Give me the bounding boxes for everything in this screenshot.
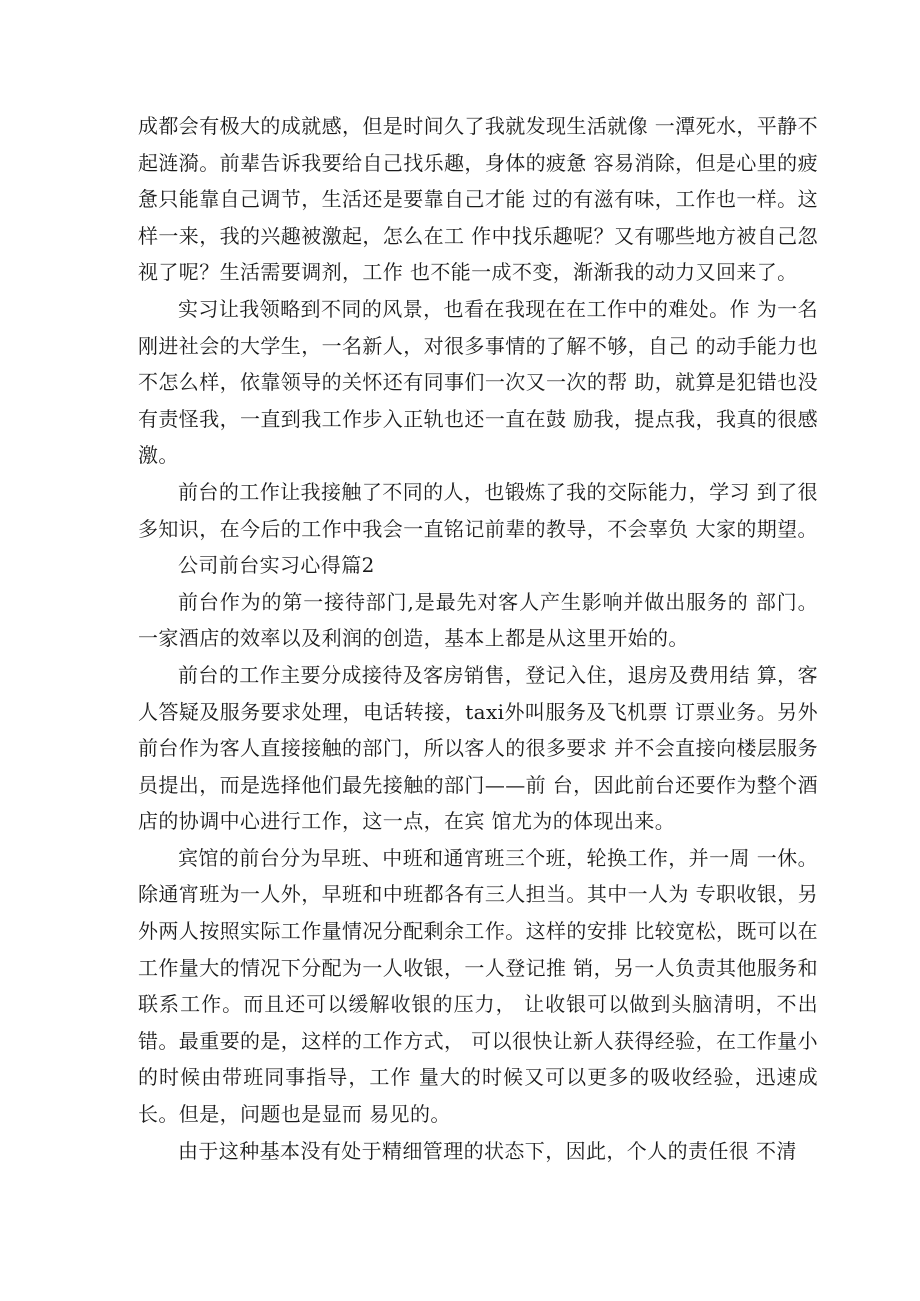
paragraph-continued: 成都会有极大的成就感，但是时间久了我就发现生活就像 一潭死水，平静不起涟漪。前辈告诉我要给自己找乐趣，身体的疲惫 容易消除，但是心里的疲惫只能靠自己调节，生活还是要靠自己才能 过的有滋有味，工作也一样。这样一来，我的兴趣被激起，怎么在工 作中找乐趣呢？又有哪些地方被自己忽视了呢？生活需要调剂，工作 也不能一成不变，渐渐我的动力又回来了。 bbox=[138, 114, 818, 285]
paragraph-shift-schedule: 宾馆的前台分为早班、中班和通宵班三个班，轮换工作，并一周 一休。除通宵班为一人外，早班和中班都各有三人担当。其中一人为 专职收银，另外两人按照实际工作量情况分配剩余工作。这样的安排 比较宽松，既可以在工作量大的情况下分配为一人收银，一人登记推 销，另一人负责其他服务和联系工作。而且还可以缓解收银的压力， 让收银可以做到头脑清明，不出错。最重要的是，这样的工作方式， 可以很快让新人获得经验，在工作量小的时候由带班同事指导，工作 量大的时候又可以更多的吸收经验，迅速成长。但是，问题也是显而 易见的。 bbox=[138, 845, 818, 1127]
section-heading: 公司前台实习心得篇2 bbox=[178, 553, 375, 578]
document-body bbox=[138, 108, 818, 1169]
paragraph-front-desk-duties: 前台的工作主要分成接待及客房销售，登记入住，退房及费用结 算，客人答疑及服务要求处理，电话转接，taxi外叫服务及飞机票 订票业务。另外前台作为客人直接接触的部门，所以客人的很多要求 并不会直接向楼层服务员提出，而是选择他们最先接触的部门——前 台，因此前台还要作为整个酒店的协调中心进行工作，这一点，在宾 馆尤为的体现出来。 bbox=[138, 662, 818, 834]
paragraph-first-reception: 前台作为的第一接待部门,是最先对客人产生影响并做出服务的 部门。一家酒店的效率以及利润的创造，基本上都是从这里开始的。 bbox=[138, 589, 818, 651]
paragraph-responsibility: 由于这种基本没有处于精细管理的状态下，因此，个人的责任很 不清 bbox=[178, 1138, 797, 1163]
paragraph-front-desk-skills: 前台的工作让我接触了不同的人，也锻炼了我的交际能力，学习 到了很多知识，在今后的工作中我会一直铭记前辈的教导，不会辜负 大家的期望。 bbox=[138, 479, 818, 541]
paragraph-internship-scenery: 实习让我领略到不同的风景，也看在我现在在工作中的难处。作 为一名刚进社会的大学生，一名新人，对很多事情的了解不够，自己 的动手能力也不怎么样，依靠领导的关怀还有同事们一次又一次的帮 助，就算是犯错也没有责怪我，一直到我工作步入正轨也还一直在鼓 励我，提点我，我真的很感激。 bbox=[138, 296, 818, 468]
